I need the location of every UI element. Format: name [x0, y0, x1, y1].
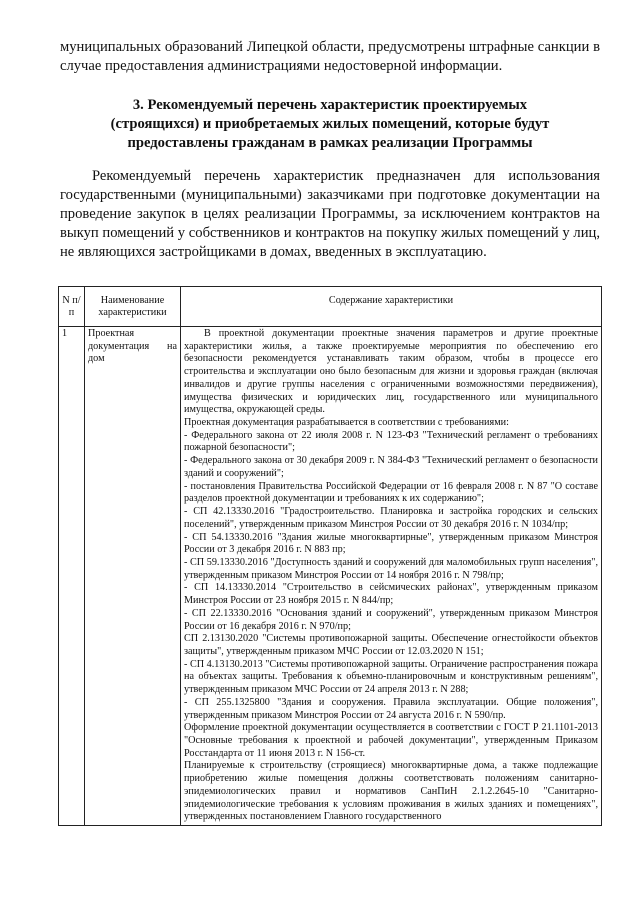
row-name-cell: [85, 327, 181, 826]
section-heading: [60, 96, 600, 153]
content-paragraph: - постановления Правительства Российской Федерации от 16 февраля 2008 г. N 87 "О составе разделов проектной документации и требованиях к их содержанию";: [184, 480, 598, 505]
table-header-row: [59, 287, 602, 327]
content-paragraph: - СП 22.13330.2016 "Основания зданий и сооружений", утвержденным приказом Минстроя России от 16 декабря 2016 г. N 970/пр;: [184, 607, 598, 632]
content-paragraph: Планируемые к строительству (строящиеся) многоквартирные дома, а также подлежащие приобретению жилые помещения должны соответствовать положениям санитарно-эпидемиологических правил и нормативов СанПиН 2.1.2.2645-10 "Санитарно-эпидемиологические требования к условиям проживания в жилых зданиях и помещениях", утвержденных постановлением Главного государственного: [184, 760, 598, 823]
content-paragraph: - СП 42.13330.2016 "Градостроительство. Планировка и застройка городских и сельских поселений", утвержденным приказом Минстроя России от 30 декабря 2016 г. N 1034/пр;: [184, 506, 598, 530]
content-paragraph: - СП 255.1325800 "Здания и сооружения. Правила эксплуатации. Общие положения", утвержденным приказом Минстроя России от 24 августа 2016 г. N 590/пр.: [184, 696, 598, 721]
content-paragraph: - Федерального закона от 30 декабря 2009 г. N 384-ФЗ "Технический регламент о безопасности зданий и сооружений";: [184, 455, 598, 479]
header-name: Наименование характеристики: [85, 287, 181, 327]
content-paragraph: Оформление проектной документации осуществляется в соответствии с ГОСТ Р 21.1101-2013 "Основные требования к проектной и рабочей документации", утвержденным Приказом Росстандарта от 11 июня 2013 г. N 156-ст.: [184, 722, 598, 759]
section-heading-line: предоставлены гражданам в рамках реализации Программы: [127, 135, 533, 151]
row-name-text: Проектная документация на дом: [88, 328, 177, 365]
intro-paragraph: муниципальных образований Липецкой области, предусмотрены штрафные санкции в случае предоставления администрациями недостоверной информации.: [60, 39, 600, 74]
content-paragraph: - СП 4.13130.2013 "Системы противопожарной защиты. Ограничение распространения пожара на объектах защиты. Требования к объемно-планировочным и конструктивным решениям", утвержденным приказом МЧС России от 24 апреля 2013 г. N 288;: [184, 658, 598, 696]
content-paragraph: - СП 54.13330.2016 "Здания жилые многоквартирные", утвержденным приказом Минстроя России от 3 декабря 2016 г. N 883 пр;: [184, 531, 598, 556]
header-content: Содержание характеристики: [181, 287, 602, 327]
section-heading-line: 3. Рекомендуемый перечень характеристик проектируемых: [132, 97, 528, 113]
table-row: [59, 327, 602, 826]
content-paragraph: В проектной документации проектные значения параметров и другие проектные характеристики жилья, а также проектируемые мероприятия по обеспечению его безопасности рекомендуется устанавливать таким образом, чтобы в процессе его строительства и эксплуатации оно было безопасным для жизни и здоровья граждан (включая инвалидов и другие группы населения с ограниченными возможностями передвижения), имущества физических и юридических лиц, государственного или муниципального имущества, окружающей среды.: [184, 328, 598, 416]
characteristics-table: [58, 286, 602, 826]
row-num-cell: 1: [59, 327, 85, 826]
section-paragraph: Рекомендуемый перечень характеристик предназначен для использования государственными (муниципальными) заказчиками при подготовке документации на проведение закупок в целях реализации Программы, за исключением контрактов на выкуп помещений у собственников и контрактов на покупку жилых помещений у лиц, не являющихся застройщиками в домах, введенных в эксплуатацию.: [60, 168, 600, 261]
row-content-cell: [181, 327, 602, 826]
content-paragraph: - Федерального закона от 22 июля 2008 г. N 123-ФЗ "Технический регламент о требованиях пожарной безопасности";: [184, 429, 598, 454]
header-num: N п/п: [59, 287, 85, 327]
content-paragraph: Проектная документация разрабатывается в соответствии с требованиями:: [184, 417, 509, 429]
content-paragraph: - СП 14.13330.2014 "Строительство в сейсмических районах", утвержденным приказом Минстроя России от 23 ноября 2015 г. N 844/пр;: [184, 582, 598, 607]
content-paragraph: - СП 59.13330.2016 "Доступность зданий и сооружений для маломобильных групп населения", утвержденным приказом Минстроя России от 14 ноября 2016 г. N 798/пр;: [184, 556, 598, 581]
content-paragraph: СП 2.13130.2020 "Системы противопожарной защиты. Обеспечение огнестойкости объектов защиты", утвержденным приказом МЧС России от 12.03.2020 N 151;: [184, 633, 598, 657]
section-heading-line: (строящихся) и приобретаемых жилых помещений, которые будут: [110, 116, 550, 132]
